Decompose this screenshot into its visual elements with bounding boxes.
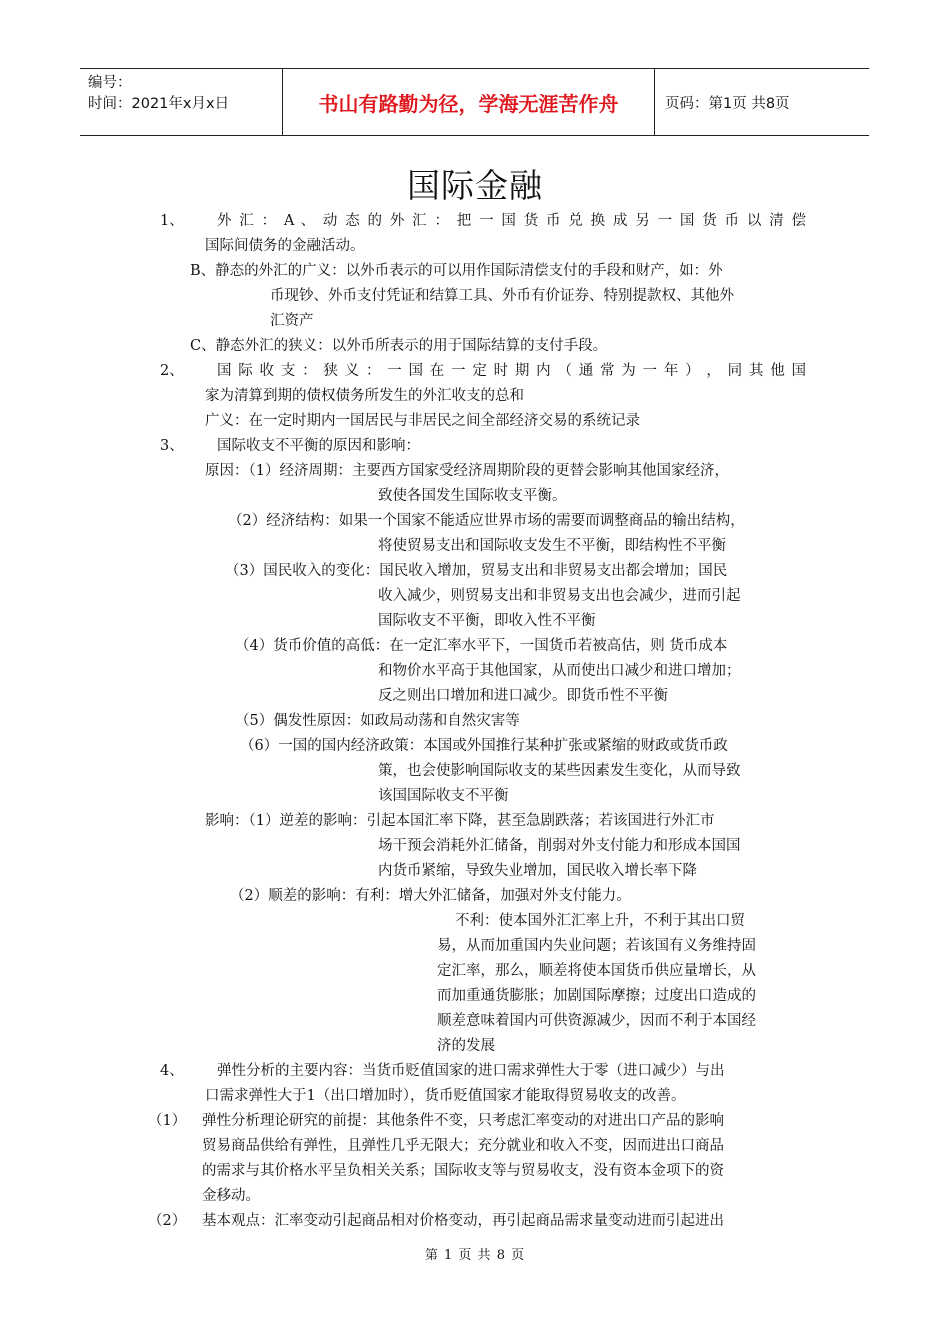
header-motto: 书山有路勤为径，学海无涯苦作舟 [283,69,655,135]
paragraph-line: 策，也会使影响国际收支的某些因素发生变化，从而导致 [378,763,741,779]
paragraph-line: 国 际 收 支 ： 狭 义 ： 一 国 在 一 定 时 期 内 （ 通 常 为 一 年 ） ， 同 其 他 国 [217,363,806,379]
paragraph-line: 反之则出口增加和进口减少。即货币性不平衡 [378,688,668,704]
paragraph-line: 家为清算到期的债权债务所发生的外汇收支的总和 [205,388,524,404]
header-page-code: 页码：第1页 共8页 [665,95,790,112]
paragraph-line: 场干预会消耗外汇储备，削弱对外支付能力和形成本国国 [378,838,741,854]
paragraph-line: 币现钞、外币支付凭证和结算工具、外币有价证券、特别提款权、其他外 [270,288,734,304]
paragraph-line: 弹性分析的主要内容：当货币贬值国家的进口需求弹性大于零（进口减少）与出 [217,1063,725,1079]
paragraph-line: 贸易商品供给有弹性，且弹性几乎无限大；充分就业和收入不变，因而进出口商品 [202,1138,724,1154]
section-number-3: 3、 [160,438,184,454]
page-footer: 第 1 页 共 8 页 [424,1248,526,1263]
paragraph-line: 致使各国发生国际收支平衡。 [378,488,567,504]
subsection-number-1: （1） [148,1113,187,1129]
paragraph-line: （3）国民收入的变化：国民收入增加，贸易支出和非贸易支出都会增加；国民 [225,563,728,579]
paragraph-line: 弹性分析理论研究的前提：其他条件不变，只考虑汇率变动的对进出口产品的影响 [202,1113,724,1129]
paragraph-line: 口需求弹性大于1（出口增加时），货币贬值国家才能取得贸易收支的改善。 [205,1088,686,1104]
paragraph-line: 广义：在一定时期内一国居民与非居民之间全部经济交易的系统记录 [205,413,640,429]
paragraph-line: 国际收支不平衡，即收入性不平衡 [378,613,596,629]
document-number-label: 编号： [88,75,132,91]
document-title: 国际金融 [407,166,543,205]
paragraph-line: 内货币紧缩，导致失业增加，国民收入增长率下降 [378,863,697,879]
paragraph-line: 顺差意味着国内可供资源减少，因而不利于本国经 [437,1013,756,1029]
paragraph-line: 汇资产 [270,313,314,329]
paragraph-line: （6）一国的国内经济政策：本国或外国推行某种扩张或紧缩的财政或货币政 [240,738,728,754]
header-table [80,68,869,136]
paragraph-line: 的需求与其价格水平呈负相关关系；国际收支等与贸易收支，没有资本金项下的资 [202,1163,724,1179]
paragraph-line: 收入减少，则贸易支出和非贸易支出也会减少，进而引起 [378,588,741,604]
paragraph-line: （4）货币价值的高低：在一定汇率水平下，一国货币若被高估，则 货币成本 [235,638,728,654]
paragraph-line: （5）偶发性原因：如政局动荡和自然灾害等 [235,713,520,729]
paragraph-line: 定汇率，那么，顺差将使本国货币供应量增长，从 [437,963,756,979]
header-info-cell [80,69,283,135]
paragraph-line: 外 汇 ： A 、 动 态 的 外 汇 ： 把 一 国 货 币 兑 换 成 另 一 国 货 币 以 清 偿 [217,213,806,229]
subsection-number-2: （2） [148,1213,187,1229]
section-number-1: 1、 [160,213,184,229]
section-number-4: 4、 [160,1063,184,1079]
paragraph-line: 金移动。 [202,1188,260,1204]
paragraph-line: 原因：（1）经济周期：主要西方国家受经济周期阶段的更替会影响其他国家经济， [205,463,729,479]
paragraph-line: 不利：使本国外汇汇率上升，不利于其出口贸 [455,913,745,929]
paragraph-line: 国际收支不平衡的原因和影响： [217,438,420,454]
paragraph-line: 国际间债务的金融活动。 [205,238,365,254]
paragraph-line: 济的发展 [437,1038,495,1054]
document-date: 时间：2021年x月x日 [88,96,230,112]
paragraph-line: B、静态的外汇的广义：以外币表示的可以用作国际清偿支付的手段和财产，如：外 [190,263,723,279]
paragraph-line: （2）顺差的影响：有利：增大外汇储备，加强对外支付能力。 [230,888,631,904]
paragraph-line: 基本观点：汇率变动引起商品相对价格变动，再引起商品需求量变动进而引起进出 [202,1213,724,1229]
paragraph-line: 而加重通货膨胀；加剧国际摩擦；过度出口造成的 [437,988,756,1004]
paragraph-line: 该国国际收支不平衡 [378,788,509,804]
paragraph-line: （2）经济结构：如果一个国家不能适应世界市场的需要而调整商品的输出结构， [228,513,745,529]
paragraph-line: 将使贸易支出和国际收支发生不平衡，即结构性不平衡 [378,538,726,554]
paragraph-line: C、静态外汇的狭义：以外币所表示的用于国际结算的支付手段。 [190,338,608,354]
section-number-2: 2、 [160,363,184,379]
paragraph-line: 和物价水平高于其他国家，从而使出口减少和进口增加； [378,663,741,679]
paragraph-line: 易，从而加重国内失业问题；若该国有义务维持固 [437,938,756,954]
paragraph-line: 影响：（1）逆差的影响：引起本国汇率下降，甚至急剧跌落；若该国进行外汇市 [205,813,715,829]
